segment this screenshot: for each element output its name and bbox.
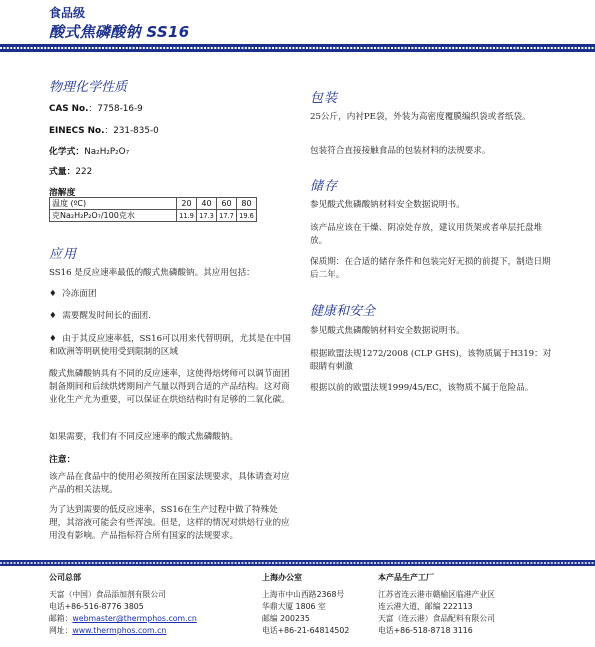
table-row [50,198,257,210]
header-rule [0,44,595,52]
mw-label: 式量： [49,167,76,177]
footer-hq [49,572,249,637]
product-category: 食品级 [49,6,86,20]
email-link[interactable]: webmaster@thermphos.com.cn [72,614,197,623]
mw-row [49,164,92,177]
table-cell: 40 [197,198,217,210]
storage-paragraph: 该产品应该在干燥、阴凉处存放，建议用货架或者单层托盘堆放。 [310,223,543,246]
cas-row [49,101,143,114]
factory-line: 连云港大道，邮编 222113 [378,602,473,611]
storage-paragraph: 参见酸式焦磷酸钠材料安全数据说明书。 [310,200,465,210]
bullet-icon: ♦ [49,289,57,299]
factory-line: 天富（连云港）食品配料有限公司 [378,614,495,623]
cas-value: ：7758-16-9 [88,104,143,114]
solubility-table [49,197,257,222]
bullet-icon: ♦ [49,311,57,321]
footer-factory [378,572,548,637]
email-label: 邮箱： [49,614,73,623]
shanghai-line: 邮编 200235 [262,614,310,623]
safety-heading: 健康和安全 [310,304,376,319]
safety-paragraph: 参见酸式焦磷酸钠材料安全数据说明书。 [310,326,465,336]
packaging-paragraph: 25公斤，内衬PE袋，外装为高密度覆膜编织袋或者纸袋。 [310,112,531,122]
einecs-label: EINECS No. [49,126,105,136]
bullet-text: 由于其反应速率低，SS16可以用来代替明矾，尤其是在中国和欧洲等明矾使用受到限制的区域 [49,334,291,357]
bullet-text: 需要醒发时间长的面团. [62,311,151,321]
table-cell: 17.7 [217,210,237,222]
einecs-value: ：231-835-0 [104,126,159,136]
application-paragraph: 如果需要，我们有不同反应速率的酸式焦磷酸钠。 [49,432,239,442]
formula-label: 化学式： [49,147,85,157]
storage-paragraph: 保质期：在合适的储存条件和包装完好无损的前提下，制造日期后二年。 [310,257,551,280]
formula-value: Na₂H₂P₂O₇ [84,147,130,157]
application-heading: 应用 [49,247,78,262]
footer-rule [0,560,595,566]
table-cell: 19.6 [237,210,257,222]
list-item [49,333,293,359]
table-cell: 20 [177,198,197,210]
note-label: 注意： [49,455,76,465]
mw-value: 222 [75,167,93,177]
safety-paragraph: 根据欧盟法规1272/2008 (CLP GHS)，该物质属于H319：对眼睛有刺激 [310,349,552,372]
hq-line: 天富（中国）食品添加剂有限公司 [49,590,166,599]
hq-web-row [49,625,249,637]
storage-heading: 储存 [310,179,339,194]
table-cell: 温度 (ºC) [50,198,177,210]
note-paragraph: 该产品在食品中的使用必须按所在国家法规要求，具体请查对应产品的相关法规。 [49,472,290,495]
table-cell: 80 [237,198,257,210]
packaging-paragraph: 包装符合直接接触食品的包装材料的法规要求。 [310,146,491,156]
formula-row [49,144,129,157]
factory-line: 电话+86-518-8718 3116 [378,626,473,635]
bullet-text: 冷冻面团 [62,289,97,299]
shanghai-line: 华鼎大厦 1806 室 [262,602,326,611]
application-paragraph: 酸式焦磷酸钠具有不同的反应速率，这使得焙烤师可以调节面团制备期间和后续烘烤期间产气量以得到合适的产品结构。这对商业化生产尤为重要，可以保证在烘焙结构时有足够的二氧化碳。 [49,369,290,405]
table-cell: 11.9 [177,210,197,222]
factory-heading: 本产品生产工厂 [378,573,434,582]
hq-heading: 公司总部 [49,573,81,582]
factory-line: 江苏省连云港市赣榆区临港产业区 [378,590,495,599]
table-cell: 克Na₂H₂P₂O₇/100克水 [50,210,177,222]
table-cell: 60 [217,198,237,210]
shanghai-heading: 上海办公室 [262,573,302,582]
cas-label: CAS No. [49,104,89,114]
note-paragraph: 为了达到需要的低反应速率，SS16在生产过程中做了特殊处理，其溶液可能会有些浑浊。但是，这样的情况对烘焙行业的应用没有影响。产品指标符合所有国家的法规要求。 [49,505,290,541]
hq-phone: 电话+86-516-8776 3805 [49,602,144,611]
physchem-heading: 物理化学性质 [49,80,128,95]
table-cell: 17.3 [197,210,217,222]
product-title: 酸式焦磷酸钠 SS16 [49,23,190,41]
bullet-icon: ♦ [49,334,57,344]
web-label: 网址： [49,626,73,635]
packaging-heading: 包装 [310,91,339,106]
table-row [50,210,257,222]
hq-email-row [49,613,249,625]
shanghai-line: 上海市中山西路2368号 [262,590,345,599]
solubility-label: 溶解度 [49,188,76,198]
safety-paragraph: 根据以前的欧盟法规1999/45/EC，该物质不属于危险品。 [310,383,534,393]
footer-shanghai [262,572,372,637]
website-link[interactable]: www.thermphos.com.cn [72,626,167,635]
list-item [49,310,293,323]
list-item [49,288,293,301]
einecs-row [49,123,159,136]
application-intro: SS16 是反应速率最低的酸式焦磷酸钠。其应用包括： [49,268,255,278]
shanghai-line: 电话+86-21-64814502 [262,626,350,635]
